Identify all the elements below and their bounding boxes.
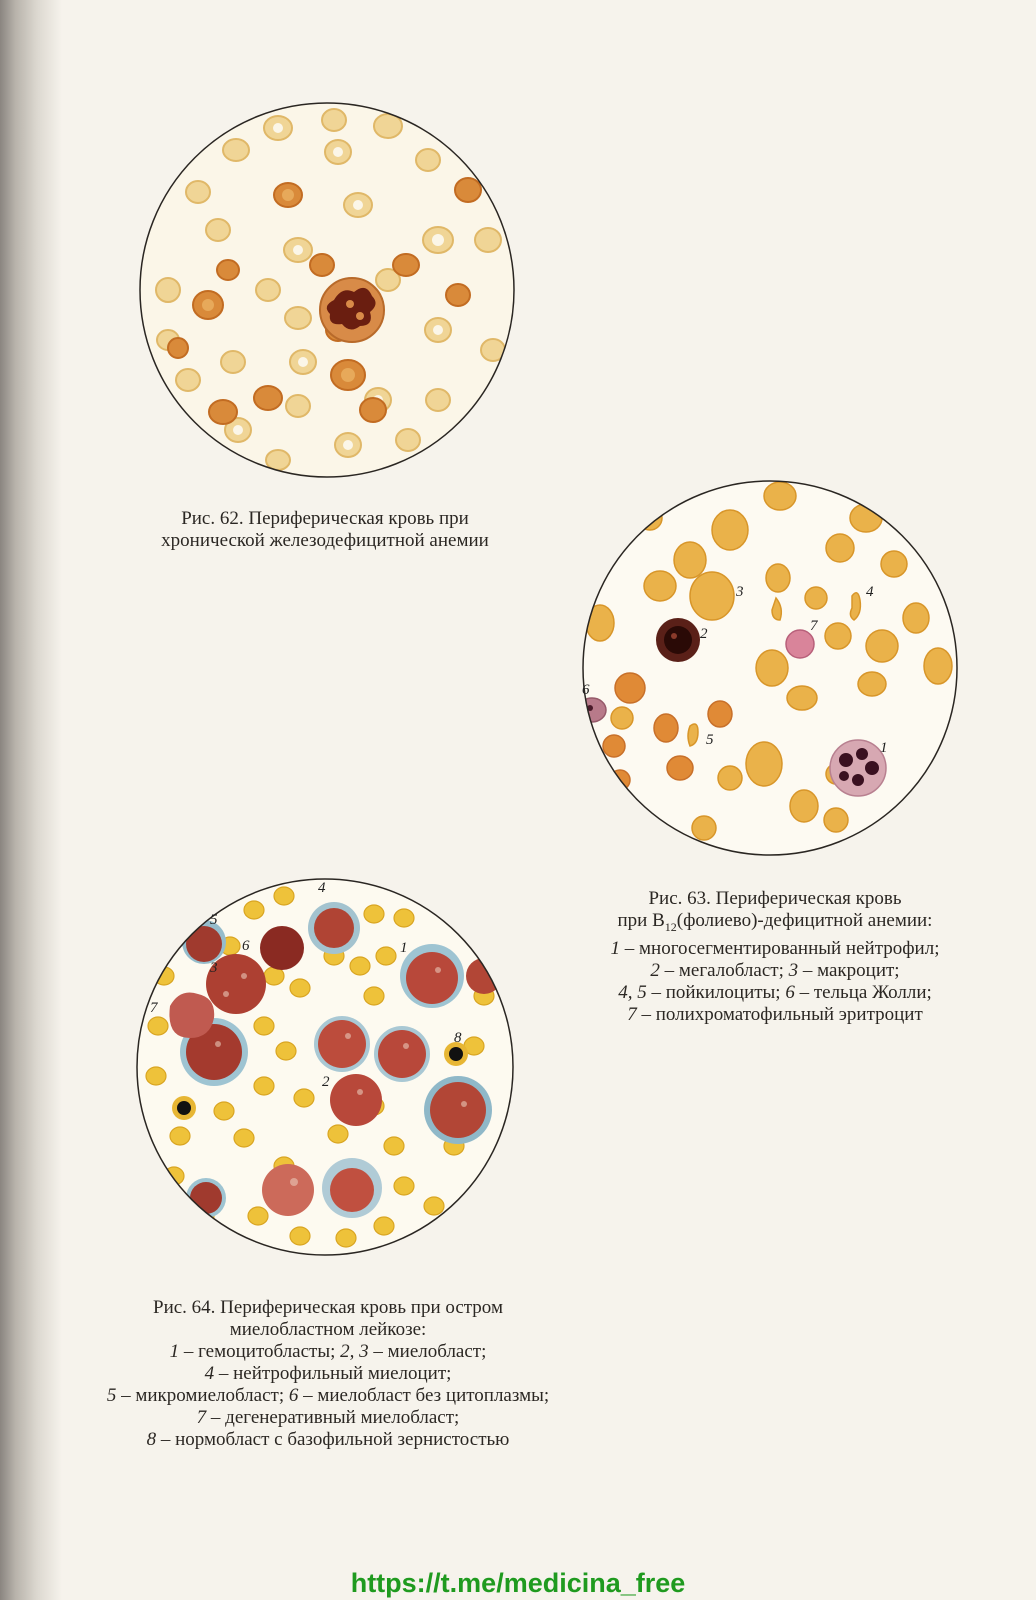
label-1: 1 <box>880 740 888 756</box>
pale-erythrocyte <box>256 279 280 301</box>
legend-text: – тельца Жолли; <box>794 981 932 1003</box>
legend-number: 4, 5 <box>618 981 647 1003</box>
megaloblast-cell <box>656 618 700 662</box>
myeloblast-cell <box>330 1074 382 1126</box>
legend-number: 1 <box>169 1341 180 1362</box>
pale-erythrocyte <box>156 278 180 302</box>
pale-erythrocyte <box>322 109 346 131</box>
erythrocyte <box>756 650 788 686</box>
label-3: 3 <box>736 584 744 600</box>
legend-text: – дегенеративный миелобласт; <box>206 1407 460 1428</box>
label-5: 5 <box>706 732 714 748</box>
erythrocyte <box>825 623 851 649</box>
erythrocyte <box>826 534 854 562</box>
caption-line <box>520 910 1030 938</box>
pale-erythrocyte <box>426 389 450 411</box>
erythrocyte <box>455 178 481 202</box>
erythrocyte <box>294 1089 314 1107</box>
erythrocyte <box>644 571 676 601</box>
legend-text: – миелобласт без цитоплазмы; <box>298 1385 550 1406</box>
erythrocyte <box>214 1102 234 1120</box>
legend-number: 7 <box>196 1407 207 1428</box>
legend-text: – полихроматофильный эритроцит <box>636 1003 923 1025</box>
legend-text: – многосегментированный нейтрофил; <box>620 937 940 959</box>
figure-62-micrograph <box>138 100 516 480</box>
legend-text: – пойкилоциты; <box>646 981 786 1003</box>
legend-line <box>38 1385 618 1407</box>
pale-erythrocyte <box>285 307 311 329</box>
legend-number: 7 <box>627 1003 637 1025</box>
legend-text: – нейтрофильный миелоцит; <box>214 1363 452 1384</box>
caption-line: миелобластном лейкозе: <box>229 1319 427 1340</box>
figure-63-micrograph <box>580 478 960 858</box>
erythrocyte <box>376 947 396 965</box>
hemocytoblast-cell <box>262 1164 314 1216</box>
erythrocyte <box>364 905 384 923</box>
erythrocyte <box>328 1125 348 1143</box>
subscript: 12 <box>664 919 677 934</box>
neutrophilic-myelocyte-cell <box>322 1158 382 1218</box>
multisegmented-neutrophil-cell <box>830 740 886 796</box>
legend-line <box>520 1004 1030 1026</box>
legend-text: – микромиелобласт; <box>116 1385 289 1406</box>
caption-line: хронической железодефицитной анемии <box>161 530 489 551</box>
pale-erythrocyte <box>396 429 420 451</box>
erythrocyte <box>350 957 370 975</box>
erythrocyte <box>336 1229 356 1247</box>
label-7: 7 <box>150 1000 158 1016</box>
legend-text: – мегалобласт; <box>659 959 789 981</box>
erythrocyte <box>858 672 886 696</box>
erythrocyte <box>903 603 929 633</box>
pale-erythrocyte <box>176 369 200 391</box>
pale-erythrocyte <box>223 139 249 161</box>
legend-number: 8 <box>146 1429 157 1450</box>
label-2: 2 <box>322 1074 330 1090</box>
pale-erythrocyte <box>206 219 230 241</box>
myeloblast-without-cytoplasm-cell <box>260 926 304 970</box>
legend-line <box>520 938 1030 960</box>
erythrocyte <box>667 756 693 780</box>
erythrocyte <box>766 564 790 592</box>
erythrocyte <box>824 808 848 832</box>
label-4: 4 <box>318 880 326 896</box>
erythrocyte <box>790 790 818 822</box>
erythrocyte <box>170 1127 190 1145</box>
erythrocyte <box>708 701 732 727</box>
erythrocyte <box>393 254 419 276</box>
pale-erythrocyte <box>475 228 501 252</box>
legend-number: 2, 3 <box>340 1341 369 1362</box>
legend-line <box>520 982 1030 1004</box>
telegram-channel-link[interactable]: https://t.me/medicina_free <box>350 1568 686 1598</box>
erythrocyte <box>276 1042 296 1060</box>
erythrocyte <box>310 254 334 276</box>
erythrocyte <box>712 510 748 550</box>
legend-text: – гемоцитобласты; <box>179 1341 341 1362</box>
erythrocyte <box>611 707 633 729</box>
normoblast-basophilic-cell <box>172 1096 196 1120</box>
erythrocyte <box>586 605 614 641</box>
legend-line <box>38 1341 618 1363</box>
caption-line: Рис. 62. Периферическая кровь при <box>181 508 469 529</box>
erythrocyte <box>290 1227 310 1245</box>
erythrocyte <box>234 1129 254 1147</box>
erythrocyte <box>615 673 645 703</box>
erythrocyte <box>603 735 625 757</box>
degenerative-myeloblast-cell <box>169 993 214 1039</box>
legend-number: 5 <box>106 1385 117 1406</box>
figure-63-caption <box>520 888 1030 1026</box>
figure-64-caption <box>38 1297 618 1451</box>
caption-text: при B <box>617 910 665 931</box>
erythrocyte <box>674 542 706 578</box>
legend-number: 6 <box>288 1385 299 1406</box>
caption-line: Рис. 63. Периферическая кровь <box>648 888 902 909</box>
erythrocyte <box>924 648 952 684</box>
erythrocyte <box>374 1217 394 1235</box>
caption-text: (фолиево)-дефицитной анемии: <box>676 910 933 931</box>
erythrocyte <box>248 1207 268 1225</box>
legend-text: – миелобласт; <box>368 1341 487 1362</box>
erythrocyte <box>244 901 264 919</box>
neutrophil-cell <box>320 278 384 342</box>
legend-line <box>38 1407 618 1429</box>
legend-line <box>38 1363 618 1385</box>
hemocytoblast-cell <box>424 1076 492 1144</box>
erythrocyte <box>254 386 282 410</box>
label-4: 4 <box>866 584 874 600</box>
erythrocyte <box>254 1017 274 1035</box>
erythrocyte <box>148 1017 168 1035</box>
erythrocyte <box>360 398 386 422</box>
erythrocyte <box>718 766 742 790</box>
hemocytoblast-cell <box>374 1026 430 1082</box>
legend-line <box>38 1429 618 1451</box>
erythrocyte <box>209 400 237 424</box>
erythrocyte <box>217 260 239 280</box>
erythrocyte <box>446 284 470 306</box>
hemocytoblast-cell <box>314 1016 370 1072</box>
legend-number: 1 <box>610 937 621 959</box>
legend-number: 3 <box>788 959 799 981</box>
erythrocyte <box>881 551 907 577</box>
micromyeloblast-cell <box>182 920 226 964</box>
label-5: 5 <box>210 912 218 928</box>
jolly-body-cell <box>580 698 606 722</box>
erythrocyte <box>274 887 294 905</box>
erythrocyte <box>394 909 414 927</box>
pale-erythrocyte <box>221 351 245 373</box>
legend-number: 2 <box>650 959 660 981</box>
pale-erythrocyte <box>416 149 440 171</box>
hemocytoblast-cell <box>400 944 464 1008</box>
erythrocyte <box>692 816 716 840</box>
macrocyte-cell <box>690 572 734 620</box>
erythrocyte <box>424 1197 444 1215</box>
label-1: 1 <box>400 940 408 956</box>
label-6: 6 <box>242 938 250 954</box>
erythrocyte <box>654 714 678 742</box>
label-3: 3 <box>210 960 218 976</box>
caption-line: Рис. 64. Периферическая кровь при остром <box>153 1297 503 1318</box>
figure-64-micrograph <box>134 876 516 1258</box>
pale-erythrocyte <box>286 395 310 417</box>
label-6: 6 <box>582 682 590 698</box>
erythrocyte <box>866 630 898 662</box>
neutrophilic-myelocyte-cell <box>308 902 360 954</box>
label-2: 2 <box>700 626 708 642</box>
erythrocyte <box>394 1177 414 1195</box>
polychromatophilic-erythrocyte <box>786 630 814 658</box>
label-8: 8 <box>454 1030 462 1046</box>
pale-erythrocyte <box>186 181 210 203</box>
erythrocyte <box>805 587 827 609</box>
legend-number: 6 <box>785 981 795 1003</box>
erythrocyte <box>254 1077 274 1095</box>
legend-text: – нормобласт с базофильной зернистостью <box>156 1429 510 1450</box>
pale-erythrocyte <box>266 450 290 470</box>
figure-62-caption <box>100 508 550 552</box>
erythrocyte <box>364 987 384 1005</box>
label-7: 7 <box>810 618 818 634</box>
erythrocyte <box>290 979 310 997</box>
legend-line <box>520 960 1030 982</box>
legend-text: – макроцит; <box>798 959 900 981</box>
erythrocyte <box>787 686 817 710</box>
legend-number: 4 <box>204 1363 215 1384</box>
erythrocyte <box>764 482 796 510</box>
erythrocyte <box>168 338 188 358</box>
erythrocyte <box>146 1067 166 1085</box>
erythrocyte <box>746 742 782 786</box>
erythrocyte <box>384 1137 404 1155</box>
